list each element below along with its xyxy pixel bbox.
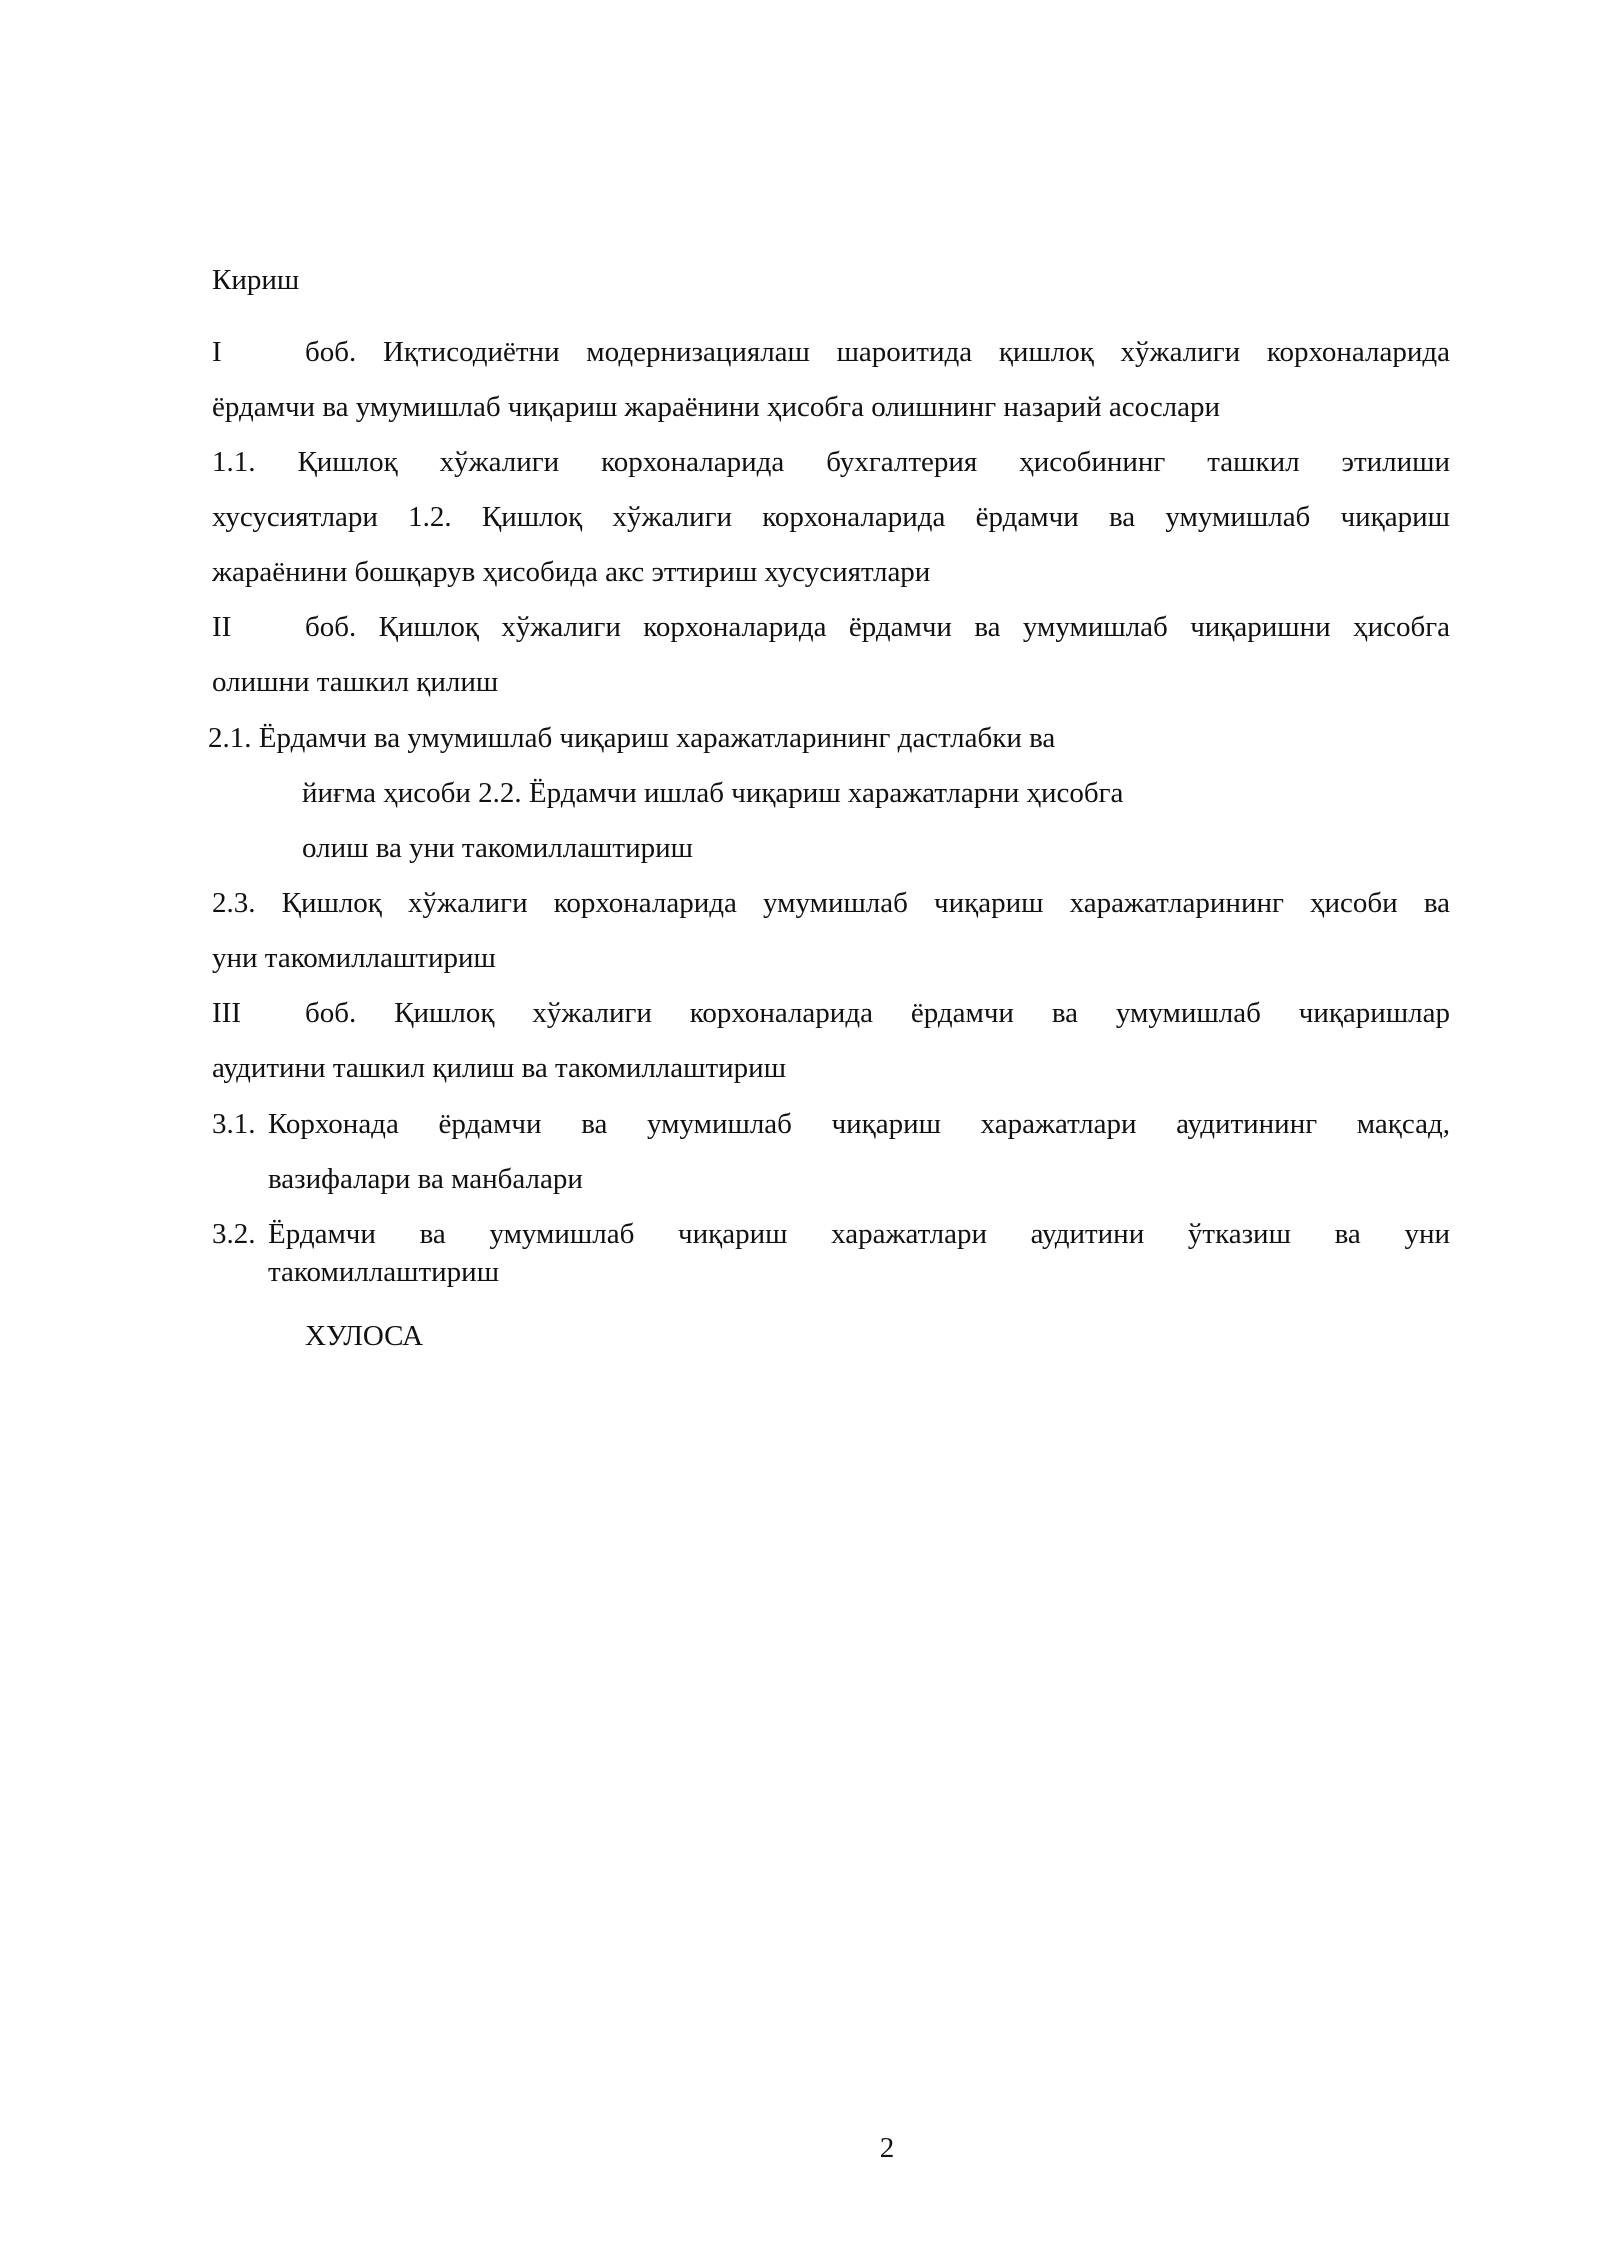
section-3-2-line-2: такомиллаштириш [268,1256,500,1288]
chapter-3-title-line-2: аудитини ташкил қилиш ва такомиллаштириш [212,1052,787,1084]
section-1-1-line-1: 1.1. Қишлоқ хўжалиги корхоналарида бухгалтерия ҳисобининг ташкил этилиши [212,446,1450,478]
chapter-2-title-line-1: боб. Қишлоқ хўжалиги корхоналарида ёрдамчи ва умумишлаб чиқаришни ҳисобга [305,611,1450,643]
chapter-2-number: II [212,611,232,643]
chapter-1-title-line-1: боб. Иқтисодиётни модернизациялаш шароитида қишлоқ хўжалиги корхоналарида [305,336,1450,368]
section-2-3-line-1: 2.3. Қишлоқ хўжалиги корхоналарида умумишлаб чиқариш харажатларининг ҳисоби ва [212,887,1450,919]
section-2-1-line-2: йиғма ҳисоби 2.2. Ёрдамчи ишлаб чиқариш харажатларни ҳисобга [302,777,1124,809]
section-3-1-line-2: вазифалари ва манбалари [268,1163,583,1195]
toc-intro: Кириш [212,264,300,296]
section-2-2-line-3: олиш ва уни такомиллаштириш [302,832,693,864]
section-3-2-line-1: Ёрдамчи ва умумишлаб чиқариш харажатлари аудитини ўтказиш ва уни [268,1218,1450,1250]
section-2-3-line-2: уни такомиллаштириш [212,942,496,974]
section-3-1-number: 3.1. [212,1108,256,1140]
section-2-1-line-1: 2.1. Ёрдамчи ва умумишлаб чиқариш харажатларининг дастлабки ва [208,722,1056,754]
page-number: 2 [879,2132,895,2164]
section-1-2-line-3: жараёнини бошқарув ҳисобида акс эттириш хусусиятлари [212,556,931,588]
chapter-3-number: III [212,997,241,1029]
section-1-1-line-2: хусусиятлари 1.2. Қишлоқ хўжалиги корхоналарида ёрдамчи ва умумишлаб чиқариш [212,501,1450,533]
section-3-2-number: 3.2. [212,1218,256,1250]
toc-conclusion: ХУЛОСА [305,1320,424,1352]
chapter-2-title-line-2: олишни ташкил қилиш [212,666,499,698]
chapter-1-title-line-2: ёрдамчи ва умумишлаб чиқариш жараёнини ҳисобга олишнинг назарий асослари [212,391,1221,423]
chapter-1-number: I [212,336,222,368]
chapter-3-title-line-1: боб. Қишлоқ хўжалиги корхоналарида ёрдамчи ва умумишлаб чиқаришлар [305,997,1450,1029]
section-3-1-line-1: Корхонада ёрдамчи ва умумишлаб чиқариш харажатлари аудитининг мақсад, [268,1108,1450,1140]
